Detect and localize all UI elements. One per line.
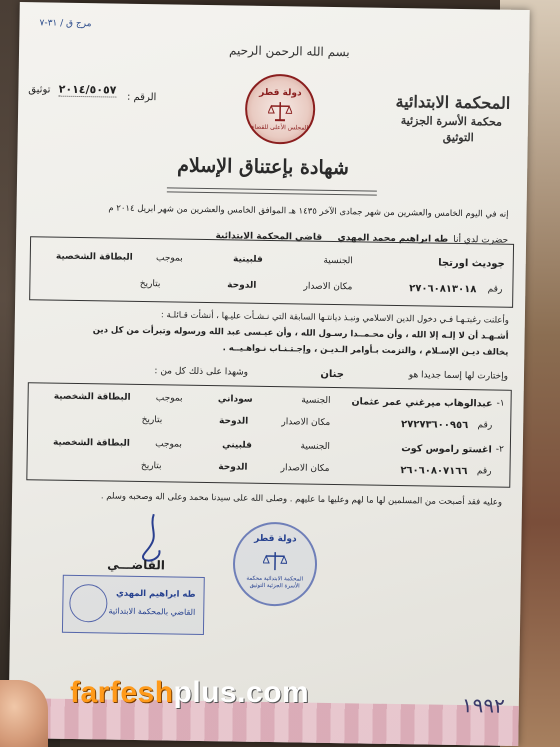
watermark-logo xyxy=(70,676,309,710)
witness-nationality: فلبيني xyxy=(222,440,252,451)
new-name-label: وإختارت لها إسما جديدا هو xyxy=(408,370,509,382)
judge-name: طه ابراهيم محمد المهدي xyxy=(337,233,449,245)
witness-row xyxy=(29,383,511,432)
convert-nationality-label: الجنسية xyxy=(323,255,353,267)
qatar-judiciary-emblem xyxy=(245,74,316,145)
witness-id-number: ٢٦٠٦٠٨٠٧١٦٦ xyxy=(400,465,468,478)
witness-index: ٢- xyxy=(495,444,504,455)
handwritten-reference: مرج ق / ٣١-٧ xyxy=(39,18,92,30)
witness-nationality: سوداني xyxy=(217,394,253,405)
certificate-title: شهادة بإعتناق الإسلام xyxy=(177,154,350,180)
convert-place: الدوحة xyxy=(227,280,257,291)
reference-number: ٢٠١٤/٥٠٥٧ xyxy=(58,82,117,97)
emblem-text: دولة قطر xyxy=(259,87,302,99)
title-underline xyxy=(167,187,377,195)
witness-nationality-label: الجنسية xyxy=(301,395,331,406)
witness-index: ١- xyxy=(496,398,505,409)
convert-id-type: البطاقة الشخصية xyxy=(55,251,133,263)
number-label: الرقم : xyxy=(126,91,157,104)
stamp-country: دولة قطر xyxy=(254,533,297,545)
stamp-seal-icon xyxy=(69,584,108,623)
judge-title: قاضي المحكمة الابتدائية xyxy=(215,231,323,243)
court-round-stamp xyxy=(232,521,317,606)
witness-place-label: مكان الاصدار xyxy=(281,417,331,428)
witness-id-type: البطاقة الشخصية xyxy=(52,437,130,449)
witness-place-label: مكان الاصدار xyxy=(280,463,330,474)
certificate-document xyxy=(8,2,529,746)
convert-nationality: فلبينية xyxy=(232,254,263,265)
witness-nationality-label: الجنسية xyxy=(300,441,330,452)
witness-date-label: بتاريخ xyxy=(141,415,163,426)
stamp-judge-name: طه ابراهيم المهدي xyxy=(115,588,196,600)
witness-intro: وشهدا على ذلك كل من : xyxy=(154,366,249,378)
presence-label: حضرت لدي أنا xyxy=(453,234,509,246)
witness-number-label: رقم xyxy=(477,420,493,431)
handwritten-number: ١٩٩٢ xyxy=(461,693,506,718)
witness-id-type: البطاقة الشخصية xyxy=(53,391,131,403)
court-name: المحكمة الابتدائية xyxy=(395,91,511,113)
witness-number-label: رقم xyxy=(476,466,492,477)
stamp-scales-icon xyxy=(263,550,287,572)
stamp-court-text: المحكمة الابتدائية محكمة الأسرة الجزئية التوثيق xyxy=(246,575,304,590)
new-name: جنان xyxy=(320,368,345,381)
court-department: التوثيق xyxy=(442,130,474,145)
convert-number-label: رقم xyxy=(487,284,503,295)
witness-date-label: بتاريخ xyxy=(140,461,162,472)
shahada-line-2: يخالف ديـن الإسـلام ، والتزمت بـأوامر الـديـن ، وإجـتـنـاب نـواهـيــه . xyxy=(222,343,509,358)
number-suffix: توثيق xyxy=(28,84,51,96)
witness-place: الدوحة xyxy=(218,462,248,473)
convert-details-box xyxy=(29,236,514,308)
thumb xyxy=(0,680,48,747)
bismillah: بسم الله الرحمن الرحيم xyxy=(228,43,350,60)
shahada-line: أشـهـد أن لا إلـه إلا الله ، وأن محـمــدا رسـول الله ، وأن عيـسى عبد الله ورسوله وتبرأت من كل دين xyxy=(92,325,509,342)
convert-place-label: مكان الاصدار xyxy=(303,281,353,293)
closing-statement: وعليه فقد أصبحت من المسلمين لها ما لهم وعليها ما عليهم . وصلى الله على سيدنا محمد وعلى اله وصحبه وسلم . xyxy=(100,491,503,508)
convert-name: جوديث اورتجا xyxy=(438,257,505,270)
watermark-part1: farfesh xyxy=(70,676,174,709)
witness-name: عبدالوهاب ميرغني عمر عثمان xyxy=(351,396,493,410)
watermark-part2: plus.com xyxy=(173,676,310,709)
judge-signature-icon xyxy=(131,512,172,565)
convert-date-label: بتاريخ xyxy=(139,278,161,290)
judge-rectangular-stamp xyxy=(62,575,205,635)
witness-name: اغستو راموس كوت xyxy=(401,443,492,456)
convert-id-label: بموجب xyxy=(155,253,183,264)
intro-date-line: إنه في اليوم الخامس والعشرين من شهر جمادى الآخر ١٤٣٥ هـ الموافق الخامس والعشرين من شهر ابريل ٢٠١٤ م xyxy=(108,203,509,220)
stamp-judge-title: القاضي بالمحكمة الابتدائية xyxy=(108,606,196,617)
scales-icon xyxy=(268,100,292,122)
emblem-subtext: المجلس الأعلى للقضاء xyxy=(251,123,309,132)
witness-id-label: بموجب xyxy=(155,393,183,404)
witness-id-label: بموجب xyxy=(155,439,182,450)
witnesses-box xyxy=(26,382,511,488)
witness-place: الدوحة xyxy=(218,416,249,427)
declaration-intro: وأعلنت رغبتـهـا فـي دخول الدين الاسلامي ونبـذ ديانتـها السابقة التي نـشـأت عليـها ، أنشأت قـائلـة : xyxy=(160,310,509,326)
judge-signature-label: القاضـــي xyxy=(107,557,166,573)
witness-id-number: ٢٧٢٧٣٦٠٠٩٥٦ xyxy=(400,419,469,432)
court-subtitle: محكمة الأسرة الجزئية xyxy=(400,114,503,129)
convert-id-number: ٢٧٠٦٠٨١٣٠١٨ xyxy=(409,283,477,296)
